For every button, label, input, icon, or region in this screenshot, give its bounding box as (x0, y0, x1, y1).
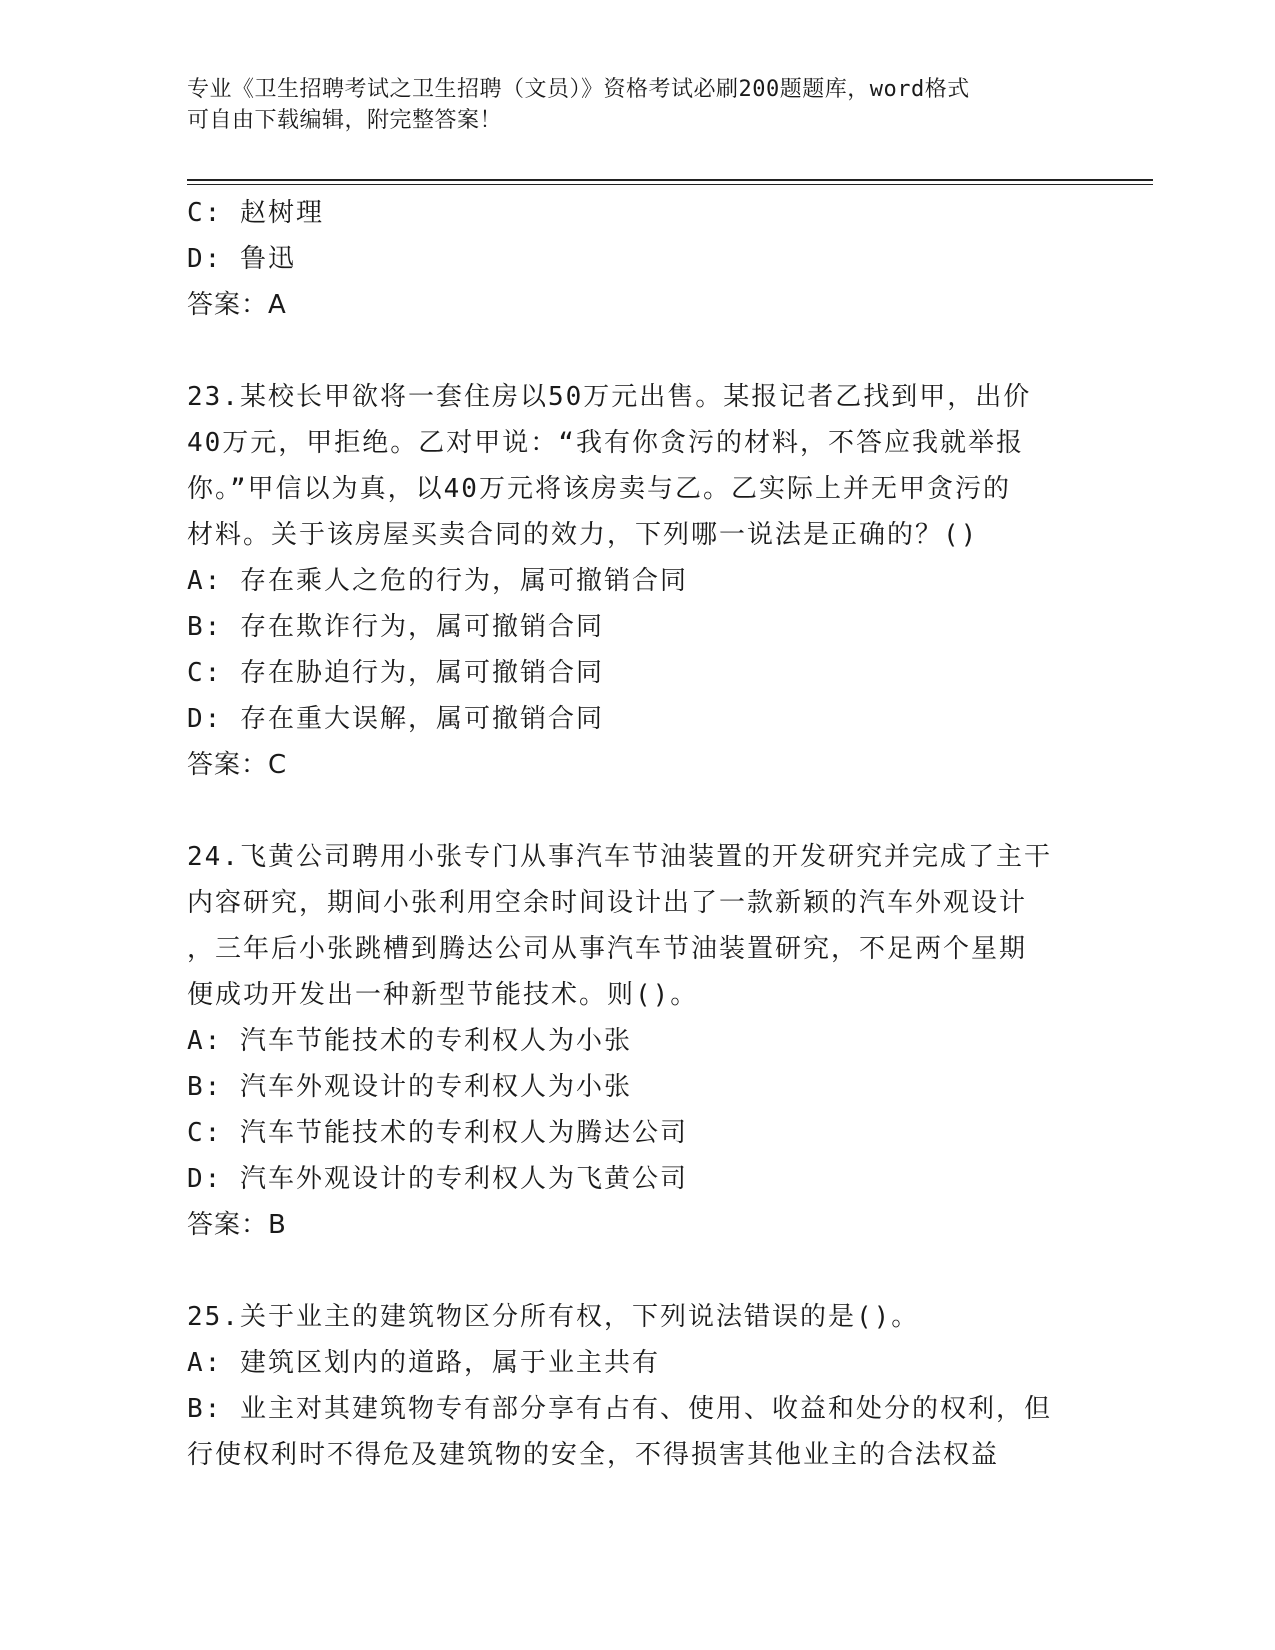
question-24-option-c: C: 汽车节能技术的专利权人为腾达公司 (187, 1118, 688, 1148)
question-25-text: 25.关于业主的建筑物区分所有权，下列说法错误的是()。 (187, 1302, 920, 1332)
question-25-option-a: A: 建筑区划内的道路，属于业主共有 (187, 1348, 660, 1378)
question-24-option-a: A: 汽车节能技术的专利权人为小张 (187, 1026, 632, 1056)
question-24-text: ，三年后小张跳槽到腾达公司从事汽车节油装置研究，不足两个星期 (187, 934, 1028, 964)
question-24-option-d: D: 汽车外观设计的专利权人为飞黄公司 (187, 1164, 688, 1194)
question-gap (187, 788, 1087, 834)
question-23-text: 你。”甲信以为真，以40万元将该房卖与乙。乙实际上并无甲贪污的 (187, 474, 1011, 504)
question-24-text: 24.飞黄公司聘用小张专门从事汽车节油装置的开发研究并完成了主干 (187, 842, 1052, 872)
question-23-option-d: D: 存在重大误解，属可撤销合同 (187, 704, 604, 734)
answer-line: 答案：A (187, 290, 287, 320)
question-23-option-b: B: 存在欺诈行为，属可撤销合同 (187, 612, 604, 642)
question-25-option-b-continued: 行使权利时不得危及建筑物的安全，不得损害其他业主的合法权益 (187, 1440, 1000, 1470)
question-25-option-b: B: 业主对其建筑物专有部分享有占有、使用、收益和处分的权利，但 (187, 1394, 1052, 1424)
question-gap (187, 1248, 1087, 1294)
question-23-text: 材料。关于该房屋买卖合同的效力，下列哪一说法是正确的？() (187, 520, 979, 550)
question-23-answer: 答案：C (187, 750, 288, 780)
header-rule-thin (187, 184, 1153, 185)
document-body (187, 190, 1087, 1478)
option-d: D: 鲁迅 (187, 244, 296, 274)
header-rule-thick (187, 179, 1153, 181)
question-24-option-b: B: 汽车外观设计的专利权人为小张 (187, 1072, 632, 1102)
question-23-text: 40万元，甲拒绝。乙对甲说：“我有你贪污的材料，不答应我就举报 (187, 428, 1024, 458)
question-23-option-c: C: 存在胁迫行为，属可撤销合同 (187, 658, 604, 688)
question-24-answer: 答案：B (187, 1210, 287, 1240)
question-23-text: 23.某校长甲欲将一套住房以50万元出售。某报记者乙找到甲，出价 (187, 382, 1032, 412)
question-24-text: 便成功开发出一种新型节能技术。则()。 (187, 980, 699, 1010)
question-gap (187, 328, 1087, 374)
question-23-option-a: A: 存在乘人之危的行为，属可撤销合同 (187, 566, 688, 596)
option-c: C: 赵树理 (187, 198, 324, 228)
question-24-text: 内容研究，期间小张利用空余时间设计出了一款新颖的汽车外观设计 (187, 888, 1028, 918)
header-line-1: 专业《卫生招聘考试之卫生招聘（文员）》资格考试必刷200题题库，word格式 (187, 77, 970, 102)
document-header (187, 74, 1067, 136)
header-line-2: 可自由下载编辑，附完整答案！ (187, 108, 503, 133)
